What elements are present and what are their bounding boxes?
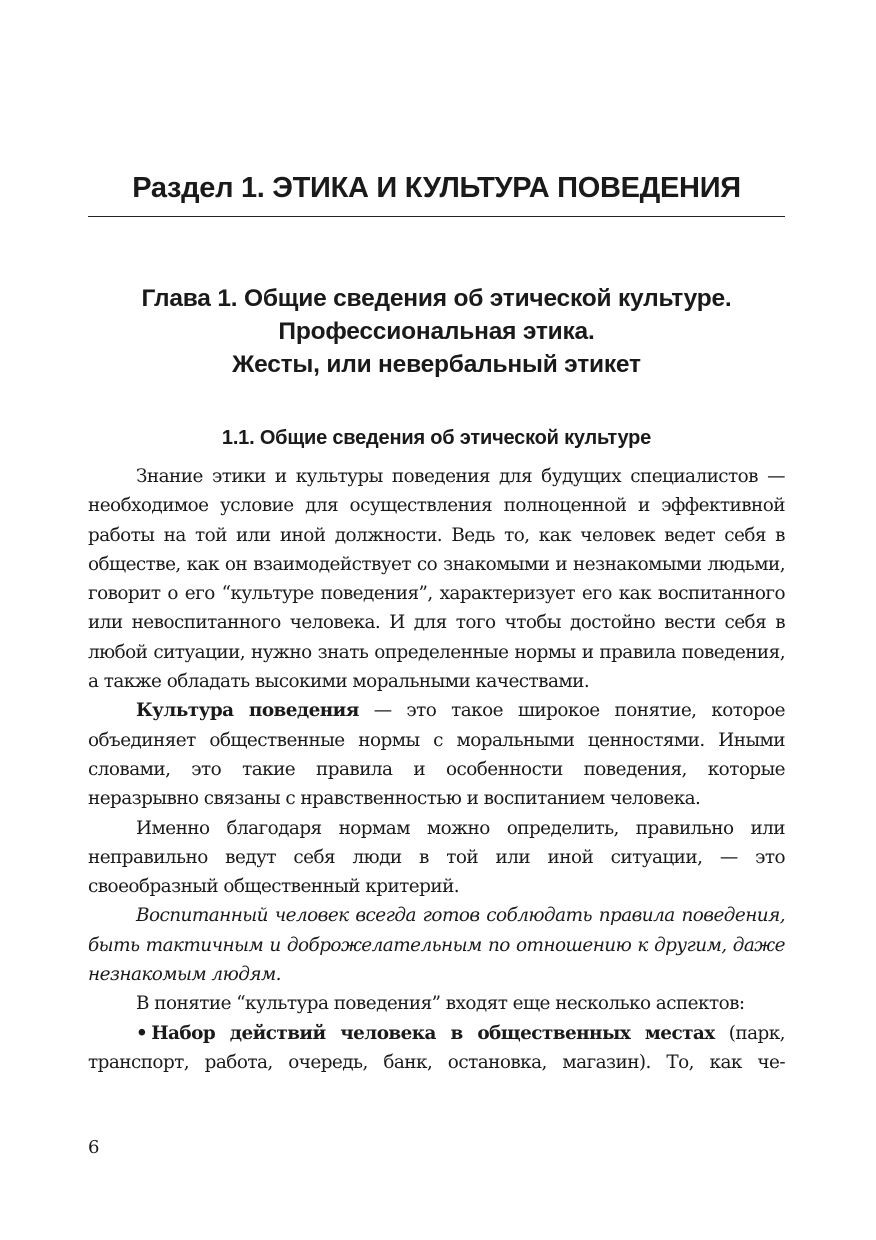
paragraph-intro: Знание этики и культуры поведения для будущих специалистов — необходимое условие для осуществления полноценной и эффективной работы на той или иной должности. Ведь то, как человек ведет себя в обществе, как он взаимодействует со знакомыми и незнакомыми людьми, говорит о его “культуре поведения”, характеризует его как воспитанного или невоспитанного человека. И для того чтобы достойно вести себя в любой ситуации, нужно знать определенные нормы и правила поведения, а также обладать высокими моральными качествами. [88,466,785,693]
paragraph-definition [88,696,785,813]
bullet-icon: • [136,1022,148,1044]
definition-term: Культура поведения [136,700,359,722]
subsection-title: 1.1. Общие сведения об этической культуре [221,427,652,449]
bullet-text: (парк, транспорт, работа, очередь, банк, остановка, магазин). То, как че- [88,1022,785,1073]
paragraph-norms: Именно благодаря нормам можно определить, правильно или неправильно ведут себя люди в той или иной ситуации, — это своеобразный общественный критерий. [88,817,785,898]
page-number: 6 [88,1137,100,1158]
body-text [88,462,785,1077]
bullet-item [88,1019,785,1078]
definition-text: — это такое широкое понятие, которое объединяет общественные нормы с моральными ценностями. Иными словами, это такие правила и особенности поведения, которые неразрывно связаны с нравственностью и воспитанием человека. [88,700,786,810]
paragraph-aspects-intro: В понятие “культура поведения” входят еще несколько аспектов: [136,993,745,1015]
chapter-title-line-3: Жесты, или невербальный этикет [232,351,641,378]
paragraph-italic [88,901,785,989]
chapter-title-line-1: Глава 1. Общие сведения об этической культуре. [141,285,732,312]
section-title: Раздел 1. ЭТИКА И КУЛЬТУРА ПОВЕДЕНИЯ [132,172,741,204]
bullet-term: Набор действий человека в общественных местах [151,1022,715,1044]
chapter-title [88,282,785,381]
section-divider [88,216,785,217]
chapter-title-line-2: Профессиональная этика. [278,318,595,345]
italic-statement: Воспитанный человек всегда готов соблюдать правила поведения, быть тактичным и доброжелательным по отношению к другим, даже незнакомым людям. [88,905,785,986]
